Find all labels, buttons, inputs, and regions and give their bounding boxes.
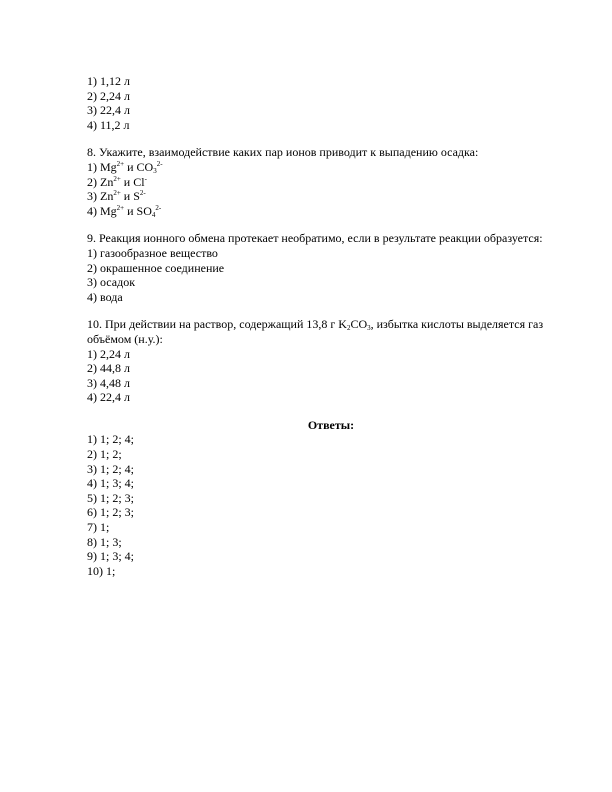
answer-item: 10) 1; [87, 563, 116, 578]
answer-item: 2) 1; 2; [87, 447, 122, 462]
answer-item: 6) 1; 2; 3; [87, 505, 134, 520]
answers-section [87, 418, 557, 579]
q8-option-4: 4) $Mg^{2+}$ и $SO_4^{2-}$ [87, 203, 162, 219]
q7-options [87, 74, 557, 132]
q10-text: 10. При действии на раствор, содержащий 13,8 г $K_2CO_3$, избытка кислоты выделяется газ [87, 317, 544, 333]
answer-item: 5) 1; 2; 3; [87, 490, 134, 505]
q8-text: 8. Укажите, взаимодействие каких пар ионов приводит к выпадению осадка: [87, 145, 479, 160]
q7-option-4: 4) 11,2 л [87, 117, 130, 132]
q7-option-2: 2) 2,24 л [87, 88, 130, 103]
q8-option-3: 3) $Zn^{2+}$ и $S^{2-}$ [87, 189, 146, 204]
q10-option-3: 3) 4,48 л [87, 375, 130, 390]
q9-option-3: 3) осадок [87, 275, 136, 290]
q7-option-3: 3) 22,4 л [87, 103, 130, 118]
q10-option-1: 1) 2,24 л [87, 346, 130, 361]
q10-option-2: 2) 44,8 л [87, 361, 130, 376]
answer-item: 3) 1; 2; 4; [87, 461, 134, 476]
answer-item: 7) 1; [87, 520, 110, 535]
answer-item: 9) 1; 3; 4; [87, 549, 134, 564]
q10-option-4: 4) 22,4 л [87, 390, 130, 405]
question-9 [87, 231, 557, 304]
answers-title: Ответы: [307, 417, 355, 432]
q9-option-1: 1) газообразное вещество [87, 245, 218, 260]
q8-option-1: 1) $Mg^{2+}$ и $CO_3^{2-}$ [87, 159, 163, 175]
q10-text-line2: объёмом (н.у.): [87, 331, 163, 346]
question-8 [87, 145, 557, 218]
answer-item: 1) 1; 2; 4; [87, 432, 134, 447]
question-10 [87, 317, 557, 405]
page-content [87, 74, 557, 578]
q8-option-2: 2) $Zn^{2+}$ и Cl- [87, 174, 147, 189]
q7-option-1: 1) 1,12 л [87, 74, 130, 88]
q9-option-4: 4) вода [87, 289, 123, 304]
q9-option-2: 2) окрашенное соединение [87, 260, 225, 275]
q9-text: 9. Реакция ионного обмена протекает необратимо, если в результате реакции образуется: [87, 231, 543, 246]
answer-item: 4) 1; 3; 4; [87, 476, 134, 491]
answer-item: 8) 1; 3; [87, 534, 122, 549]
